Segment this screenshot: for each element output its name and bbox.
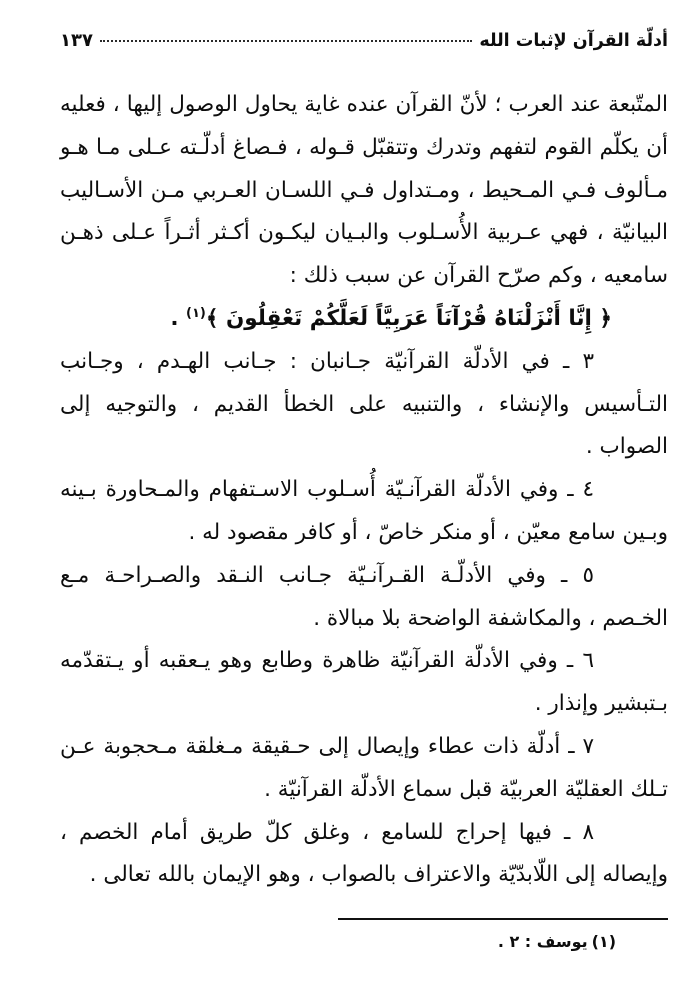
list-item-3: ٣ ـ في الأدلّة القرآنيّة جـانبان : جـانب الهـدم ، وجـانب التـأسيس والإنشاء ، والتنبيه على الخطأ القديم ، والتوجيه إلى الصواب .: [60, 348, 668, 460]
list-item-6: ٦ ـ وفي الأدلّة القرآنيّة ظاهرة وطابع وهو يـعقبه أو يـتقدّمه بـتبشير وإنذار .: [60, 648, 668, 717]
quran-verse: ﴿ إِنَّا أَنْزَلْنَاهُ قُرْآنَاً عَرَبِيَّاً لَعَلَّكُمْ تَعْقِلُونَ ﴾: [205, 305, 612, 331]
list-item-4: ٤ ـ وفي الأدلّة القرآنـيّة أُسـلوب الاسـتفهام والمـحاورة بـينه وبـين سامع معيّن ، أو منكر خاصّ ، أو كافر مقصود له .: [60, 477, 668, 545]
page-number: ١٣٧: [60, 30, 93, 51]
footnote: [60, 929, 668, 955]
footnote-reference: (١): [186, 305, 206, 321]
running-head: [60, 30, 668, 62]
footnote-text: يوسف : ٢ .: [497, 932, 588, 952]
list-item-5: ٥ ـ وفي الأدلّـة القـرآنـيّة جـانب النـقد والصـراحـة مـع الخـصم ، والمكاشفة الواضحة بلا مبالاة .: [60, 562, 668, 631]
book-title: أدلّة القرآن لإثبات الله: [479, 31, 668, 51]
dotted-leader: [100, 40, 472, 42]
list-item-8: ٨ ـ فيها إحراج للسامع ، وغلق كلّ طريق أمام الخصم ، وإيصاله إلى اللّابدّيّة والاعتراف بالصواب ، وهو الإيمان بالله تعالى .: [60, 819, 668, 888]
intro-paragraph: المتّبعة عند العرب ؛ لأنّ القرآن عنده غاية يحاول الوصول إليها ، فعليه أن يكلّم القوم لتفهم وتدرك وتتقبّل قـوله ، فـصاغ أدلّـته عـلى مـا هـو مـألوف فـي المـحيط ، ومـتداول فـي اللسـان العـربي مـن الأسـاليب البيانيّة ، فهي عـربية الأُسـلوب والبـيان ليكـون أكـثر أثـراً عـلى ذهـن سامعيه ، وكم صرّح القرآن عن سبب ذلك :: [60, 92, 668, 289]
quran-verse-line: [60, 298, 668, 341]
page-body: [60, 84, 668, 897]
list-item-7: ٧ ـ أدلّة ذات عطاء وإيصال إلى حـقيقة مـغلقة مـحجوبة عـن تـلك العقليّة العربيّة قبل سماع الأدلّة القرآنيّة .: [60, 733, 668, 802]
verse-period: .: [170, 305, 187, 331]
footnote-marker: (١): [591, 932, 616, 952]
footnote-separator: [338, 918, 668, 920]
